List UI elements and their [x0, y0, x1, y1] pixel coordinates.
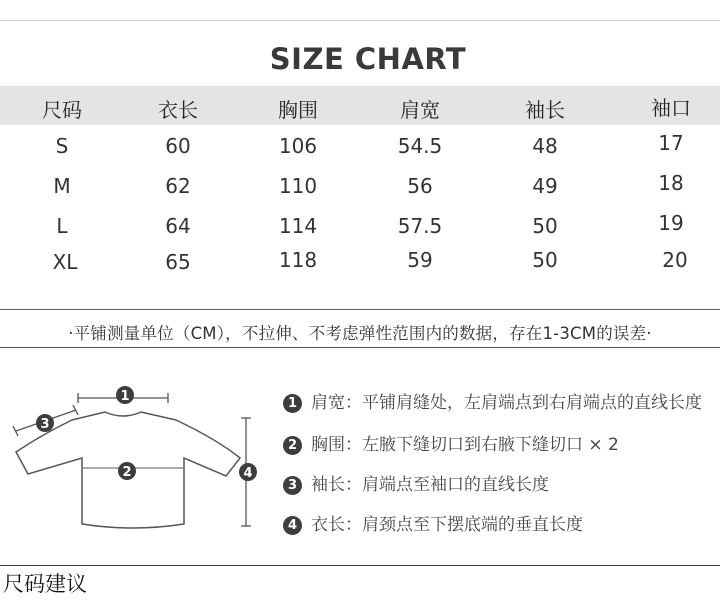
- table-cell: XL: [52, 250, 78, 274]
- table-cell: S: [55, 134, 69, 158]
- legend-number: 2: [283, 436, 302, 455]
- header-size: 尺码: [42, 98, 82, 122]
- legend-text: 肩宽：平铺肩缝处，左肩端点到右肩端点的直线长度: [311, 393, 702, 413]
- table-cell: 60: [165, 134, 191, 158]
- legend-number: 1: [283, 394, 302, 413]
- legend-item: [283, 430, 619, 455]
- table-cell: L: [56, 214, 68, 238]
- header-cuff: 袖口: [651, 96, 691, 120]
- table-cell: 110: [278, 174, 318, 198]
- legend-text: 衣长：肩颈点至下摆底端的垂直长度: [311, 515, 583, 535]
- marker-4-icon: [239, 463, 257, 481]
- note-top-rule: [0, 309, 720, 310]
- marker-1-icon: [116, 386, 134, 404]
- legend-number: 3: [283, 476, 302, 495]
- table-cell: 57.5: [397, 214, 443, 238]
- section-divider: [0, 565, 720, 566]
- marker-3-label: 3: [40, 417, 50, 432]
- legend-item: [283, 470, 549, 495]
- table-cell: 49: [532, 174, 558, 198]
- marker-4-label: 4: [243, 466, 253, 481]
- garment-svg: [8, 376, 278, 546]
- marker-2-label: 2: [122, 465, 132, 480]
- table-cell: 59: [407, 248, 433, 272]
- table-cell: 50: [532, 248, 558, 272]
- table-cell: 65: [165, 250, 191, 274]
- legend-number: 4: [283, 516, 302, 535]
- header-shoulder: 肩宽: [400, 98, 440, 122]
- note-bottom-rule: [0, 347, 720, 348]
- table-cell: 17: [658, 131, 684, 155]
- table-cell: 56: [407, 174, 433, 198]
- legend-text: 袖长：肩端点至袖口的直线长度: [311, 475, 549, 495]
- header-chest: 胸围: [278, 98, 318, 122]
- table-cell: 48: [532, 134, 558, 158]
- measurement-note: ·平铺测量单位（CM），不拉伸、不考虑弹性范围内的数据，存在1-3CM的误差·: [68, 324, 652, 343]
- marker-1-label: 1: [120, 389, 130, 404]
- header-sleeve: 袖长: [525, 98, 565, 122]
- table-cell: 62: [165, 174, 191, 198]
- table-cell: 106: [278, 134, 318, 158]
- top-border: [0, 20, 720, 21]
- legend-item: [283, 510, 583, 535]
- legend-text: 胸围：左腋下缝切口到右腋下缝切口 × 2: [311, 435, 619, 455]
- garment-diagram: [8, 376, 278, 546]
- header-length: 衣长: [158, 98, 198, 122]
- page-title: SIZE CHART: [269, 42, 467, 76]
- table-cell: 114: [278, 214, 318, 238]
- marker-2-icon: [118, 462, 136, 480]
- table-cell: 19: [658, 211, 684, 235]
- table-cell: 18: [658, 171, 684, 195]
- marker-3-icon: [36, 414, 54, 432]
- table-cell: 20: [662, 248, 688, 272]
- size-advice-heading: 尺码建议: [3, 572, 87, 596]
- table-cell: 118: [278, 248, 318, 272]
- table-cell: 54.5: [397, 134, 443, 158]
- legend-item: [283, 388, 702, 413]
- table-cell: 64: [165, 214, 191, 238]
- table-cell: M: [53, 174, 71, 198]
- table-cell: 50: [532, 214, 558, 238]
